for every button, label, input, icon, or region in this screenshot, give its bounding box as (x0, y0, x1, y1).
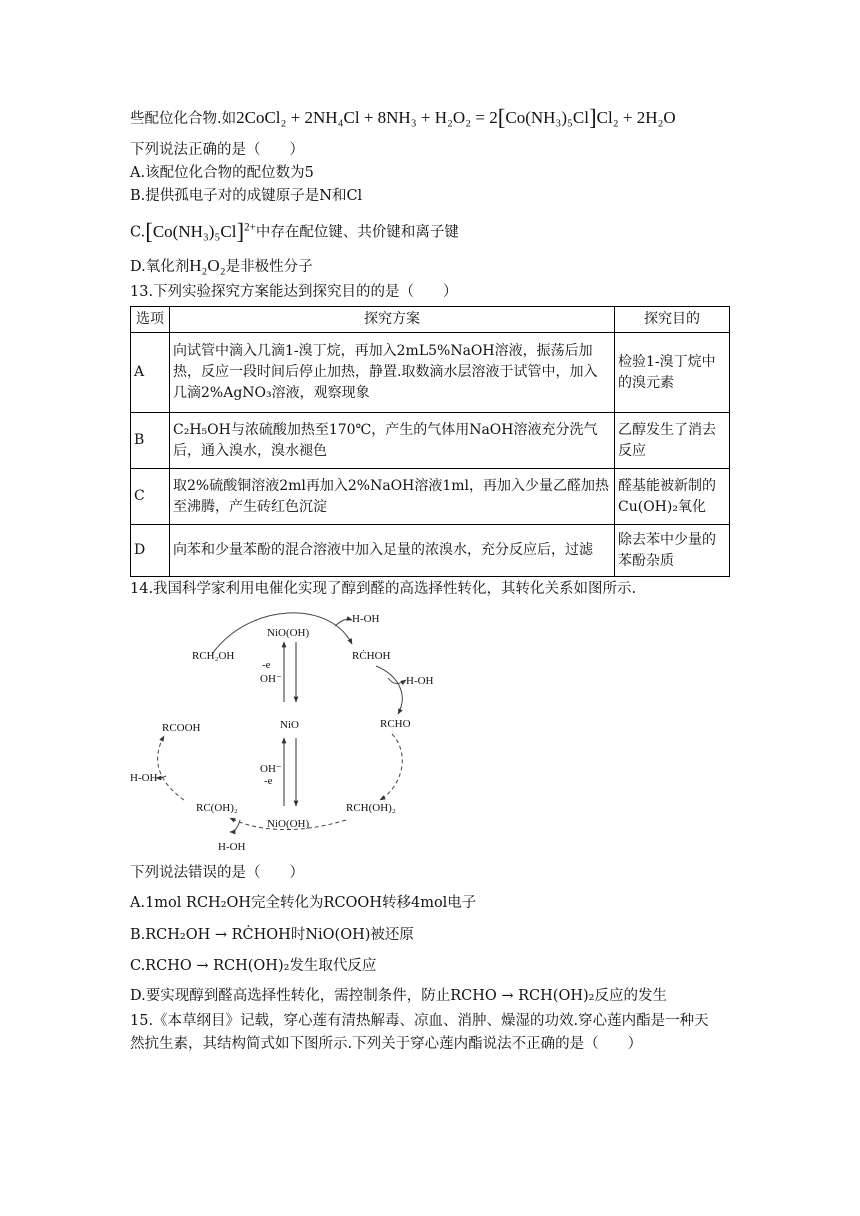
q14-label-hoh-4: H-OH (218, 841, 246, 853)
q12-option-c: $C.[Co(NH_3)_5Cl]^{2+}$中存在配位键、共价键和离子键 (130, 218, 459, 244)
q13-row-c-goal: 醛基能被新制的Cu(OH)₂氧化 (615, 469, 730, 525)
table-row (131, 413, 730, 469)
q14-option-c: C.RCHO → RCH(OH)₂发生取代反应 (130, 958, 377, 974)
q14-option-d: D.要实现醇到醛高选择性转化，需控制条件，防止RCHO → RCH(OH)₂反应的发生 (130, 988, 667, 1004)
q14-label-hoh-3: H-OH (130, 772, 158, 784)
q14-label-minus-e-1: -e (262, 659, 271, 671)
q12-option-c-charge: 2+ (244, 221, 256, 233)
q14-arc-dashed-right (380, 734, 402, 800)
q14-arrow-hoh-3 (156, 776, 166, 778)
q14-label-minus-e-2: -e (264, 775, 273, 787)
q12-option-d (130, 255, 313, 278)
q14-arc-right (376, 666, 402, 714)
q12-equation-rhs: Cl₂ + 2H₂O (596, 108, 676, 128)
q12-equation: 2CoCl₂ + 2NH₄Cl + 8NH₃ + H₂O₂ = 2[Co(NH₃)₅Cl]Cl₂ + 2H₂O (236, 105, 676, 130)
q14-label-niooh-top: NiO(OH) (267, 627, 310, 639)
q14-arrow-hoh-4 (230, 820, 240, 832)
q14-label-hoh-1: H-OH (352, 613, 380, 625)
table-row (131, 333, 730, 413)
q12-option-c-text: 中存在配位键、共价键和离子键 (255, 224, 459, 241)
table-row (131, 469, 730, 525)
q13-row-b-goal: 乙醇发生了消去反应 (615, 413, 730, 469)
q12-option-c-complex: Co(NH₃)₅Cl (152, 221, 237, 241)
q14-label-rcoh2: RC(OH)₂ (196, 802, 238, 814)
q14-label-hoh-2: H-OH (406, 675, 434, 687)
q13-header-option: 选项 (131, 307, 170, 333)
q14-label-oh-1: OH⁻ (260, 673, 282, 685)
q13-row-a-option: A (131, 333, 170, 413)
q13-table (130, 306, 730, 577)
q12-option-d-formula: H₂O₂ (189, 256, 226, 275)
q14-arrow-hoh-1 (335, 619, 352, 626)
q15-line-2: 然抗生素，其结构简式如下图所示.下列关于穿心莲内酯说法不正确的是（ ） (130, 1036, 643, 1052)
q12-option-d-text: 是非极性分子 (225, 259, 313, 275)
q13-row-d-goal: 除去苯中少量的苯酚杂质 (615, 525, 730, 577)
q13-row-b-plan: C₂H₅OH与浓硫酸加热至170℃，产生的气体用NaOH溶液充分洗气后，通入溴水，溴水褪色 (170, 413, 615, 469)
q14-stem: 14.我国科学家利用电催化实现了醇到醛的高选择性转化，其转化关系如图所示. (130, 581, 637, 597)
table-row (131, 525, 730, 577)
q12-intro: 些配位化合物.如 (130, 111, 237, 128)
q12-intro-line (130, 107, 676, 130)
q14-label-niooh-bottom: NiO(OH) (267, 818, 310, 830)
q12-equation-lhs: 2CoCl₂ + 2NH₄Cl + 8NH₃ + H₂O₂ = 2 (236, 108, 498, 128)
q14-reaction-diagram (130, 606, 460, 856)
q15-line-1: 15.《本草纲目》记载，穿心莲有清热解毒、凉血、消肿、燥湿的功效.穿心莲内酯是一种天 (130, 1013, 709, 1029)
q14-question: 下列说法错误的是（ ） (130, 865, 304, 881)
q13-row-d-plan: 向苯和少量苯酚的混合溶液中加入足量的浓溴水，充分反应后，过滤 (170, 525, 615, 577)
q14-label-rcooh: RCOOH (162, 722, 201, 734)
q13-header-plan: 探究方案 (170, 307, 615, 333)
q12-option-d-prefix: D.氧化剂 (130, 259, 190, 275)
q13-row-d-option: D (131, 525, 170, 577)
q13-table-header (131, 307, 730, 333)
q12-stem: 下列说法正确的是（ ） (130, 142, 304, 158)
q14-label-nio: NiO (280, 719, 299, 731)
q13-row-a-plan: 向试管中滴入几滴1-溴丁烷，再加入2mL5%NaOH溶液，振荡后加热，反应一段时间后停止加热，静置.取数滴水层溶液于试管中，加入几滴2%AgNO₃溶液，观察现象 (170, 333, 615, 413)
q14-label-rcho: RCHO (380, 718, 411, 730)
q14-label-rchoh2: RCH(OH)₂ (346, 802, 396, 814)
q13-stem: 13.下列实验探究方案能达到探究目的的是（ ） (130, 284, 458, 300)
q14-label-rchoh: RĊHOH (352, 650, 391, 662)
q13-row-a-goal: 检验1-溴丁烷中的溴元素 (615, 333, 730, 413)
q13-header-goal: 探究目的 (615, 307, 730, 333)
q12-option-a: A.该配位化合物的配位数为5 (130, 165, 314, 181)
q13-row-b-option: B (131, 413, 170, 469)
q12-option-b: B.提供孤电子对的成键原子是N和Cl (130, 188, 363, 204)
q14-arc-dashed-left (158, 736, 184, 800)
q14-label-rch2oh: RCH₂OH (192, 650, 235, 662)
q13-row-c-option: C (131, 469, 170, 525)
q14-option-a: A.1mol RCH₂OH完全转化为RCOOH转移4mol电子 (130, 895, 477, 911)
q13-row-c-plan: 取2%硫酸铜溶液2ml再加入2%NaOH溶液1ml，再加入少量乙醛加热至沸腾，产生砖红色沉淀 (170, 469, 615, 525)
q12-equation-complex: Co(NH₃)₅Cl (505, 108, 589, 128)
q14-option-b: B.RCH₂OH → RĊHOH时NiO(OH)被还原 (130, 927, 414, 943)
q12-option-c-prefix: C. (130, 224, 146, 241)
q14-label-oh-2: OH⁻ (260, 763, 282, 775)
